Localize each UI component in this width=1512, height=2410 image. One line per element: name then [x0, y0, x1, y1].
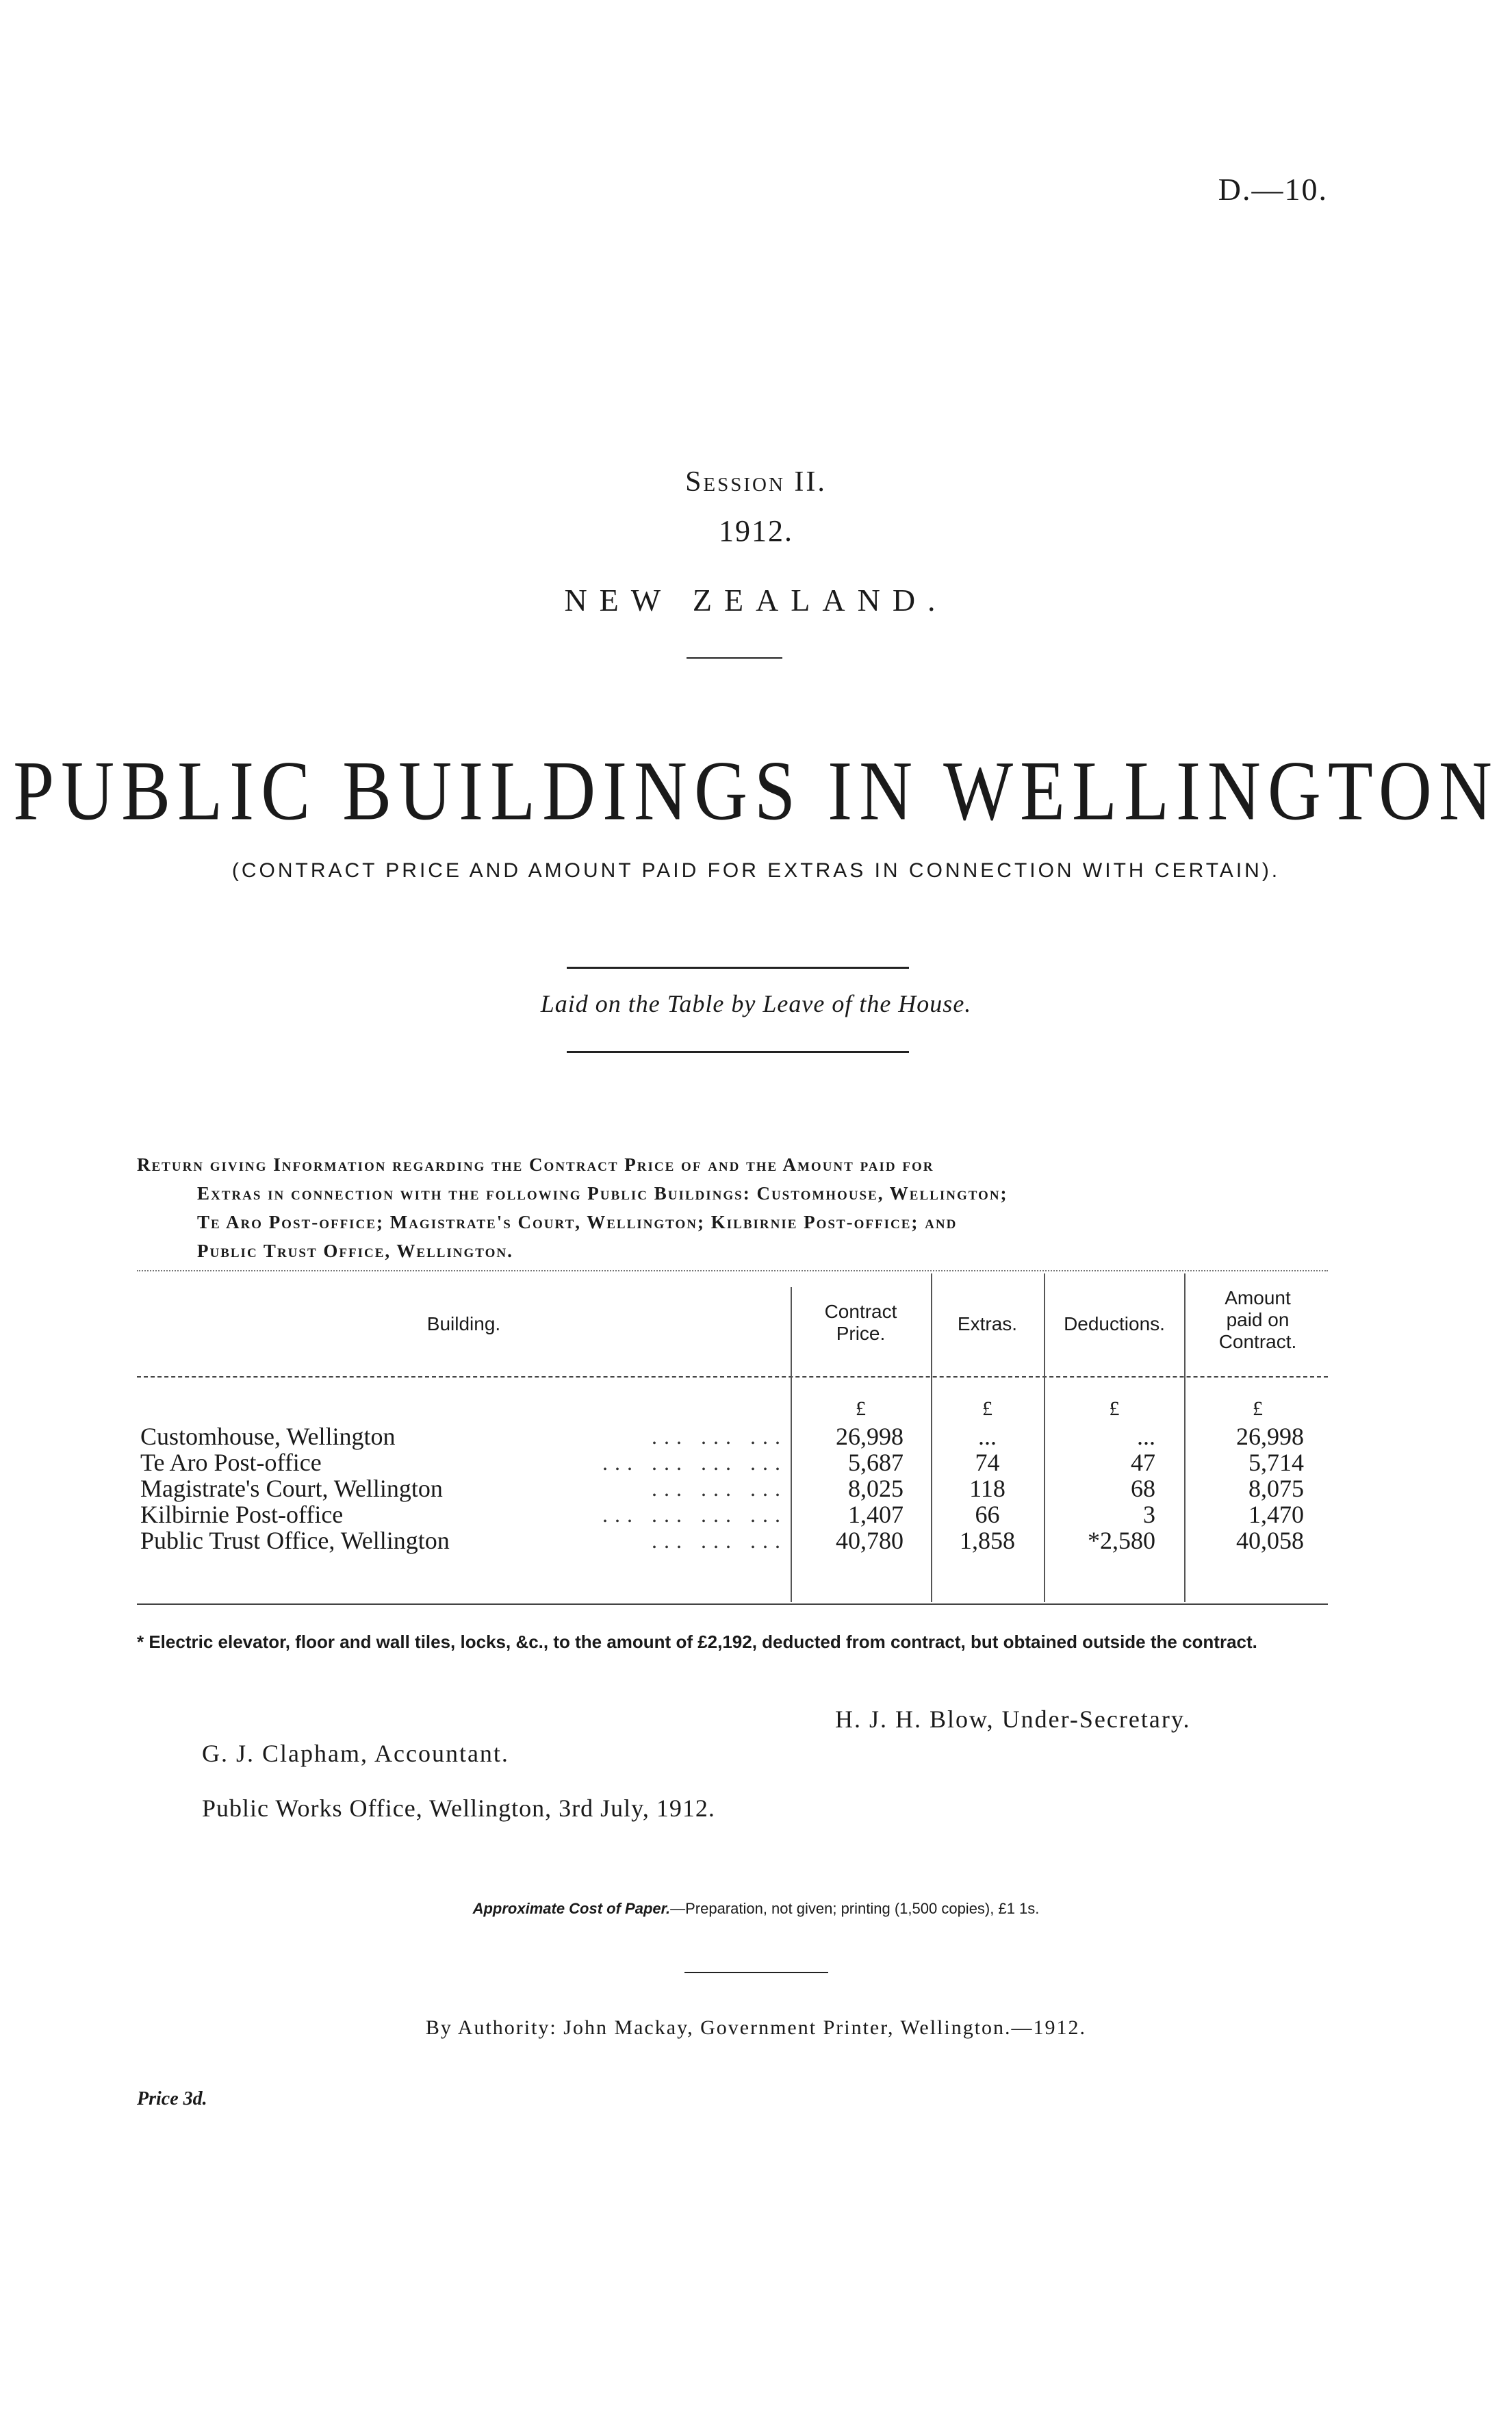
header-text: paid on — [1226, 1309, 1290, 1330]
deductions-value: 68 — [1131, 1475, 1155, 1502]
accountant-signature: G. J. Clapham, Accountant. — [202, 1740, 509, 1767]
return-heading-line: Public Trust Office, Wellington. — [197, 1241, 513, 1261]
header-contract-price — [794, 1301, 927, 1345]
header-extras: Extras. — [957, 1313, 1018, 1334]
cost-note-label: Approximate Cost of Paper. — [472, 1900, 671, 1917]
building-name: Te Aro Post-office — [140, 1449, 322, 1476]
authority-line: By Authority: John Mackay, Government Printer, Wellington.—1912. — [425, 2016, 1087, 2039]
divider — [567, 1051, 909, 1053]
amount-paid: 1,470 — [1248, 1501, 1304, 1528]
return-heading-line: Extras in connection with the following Public Buildings: Customhouse, Wellington; — [197, 1183, 1008, 1204]
deductions-value: ... — [1137, 1423, 1155, 1450]
table-top-rule — [137, 1270, 1328, 1271]
row-leaders: ... ... ... — [652, 1476, 787, 1501]
column-divider — [1184, 1273, 1186, 1602]
deductions-value: *2,580 — [1088, 1527, 1155, 1554]
amount-paid: 8,075 — [1248, 1475, 1304, 1502]
session-label: Session II. — [685, 466, 827, 498]
return-heading-line: Return giving Information regarding the Contract Price of and the Amount paid for — [137, 1154, 934, 1175]
contract-price: 5,687 — [848, 1449, 904, 1476]
header-text: Contract. — [1218, 1331, 1297, 1352]
extras-value: 1,858 — [960, 1527, 1015, 1554]
unit-symbol: £ — [982, 1397, 992, 1420]
amount-paid: 5,714 — [1248, 1449, 1304, 1476]
extras-value: 118 — [969, 1475, 1005, 1502]
price-label: Price 3d. — [137, 2088, 207, 2109]
header-text: Contract — [824, 1301, 897, 1322]
amount-paid: 26,998 — [1236, 1423, 1304, 1450]
cost-note-text: —Preparation, not given; printing (1,500 copies), £1 1s. — [670, 1900, 1040, 1917]
unit-symbol: £ — [1109, 1397, 1120, 1420]
divider — [567, 967, 909, 969]
table-header-rule — [137, 1376, 1328, 1378]
return-heading — [137, 1150, 1328, 1265]
header-text: Price. — [836, 1323, 886, 1344]
country-label: NEW ZEALAND. — [564, 583, 948, 618]
contract-price: 1,407 — [848, 1501, 904, 1528]
divider — [687, 657, 782, 659]
contract-price: 40,780 — [836, 1527, 904, 1554]
row-leaders: ... ... ... — [652, 1424, 787, 1449]
row-leaders: ... ... ... ... — [602, 1502, 787, 1527]
unit-symbol: £ — [856, 1397, 866, 1420]
extras-value: ... — [978, 1423, 997, 1450]
building-name: Magistrate's Court, Wellington — [140, 1475, 443, 1502]
building-name: Customhouse, Wellington — [140, 1423, 396, 1450]
table-footnote: * Electric elevator, floor and wall tiles, locks, &c., to the amount of £2,192, deducted from contract, but obtained outside the contract. — [137, 1632, 1257, 1652]
row-leaders: ... ... ... — [652, 1528, 787, 1553]
contract-price: 26,998 — [836, 1423, 904, 1450]
contract-price: 8,025 — [848, 1475, 904, 1502]
cost-note — [0, 1900, 1512, 1918]
extras-value: 66 — [975, 1501, 1000, 1528]
header-text: Amount — [1225, 1287, 1291, 1308]
column-divider — [791, 1287, 792, 1602]
table-bottom-rule — [137, 1603, 1328, 1605]
column-divider — [1044, 1273, 1045, 1602]
deductions-value: 3 — [1143, 1501, 1155, 1528]
column-divider — [931, 1273, 932, 1602]
header-building: Building. — [426, 1313, 501, 1334]
extras-value: 74 — [975, 1449, 1000, 1476]
year-label: 1912. — [719, 514, 793, 548]
divider — [684, 1972, 828, 1973]
office-date-line: Public Works Office, Wellington, 3rd July, 1912. — [202, 1794, 715, 1822]
building-name: Public Trust Office, Wellington — [140, 1527, 450, 1554]
laid-on-table-note: Laid on the Table by Leave of the House. — [540, 990, 972, 1017]
building-name: Kilbirnie Post-office — [140, 1501, 344, 1528]
amount-paid: 40,058 — [1236, 1527, 1304, 1554]
return-heading-line: Te Aro Post-office; Magistrate's Court, Wellington; Kilbirnie Post-office; and — [197, 1212, 958, 1232]
deductions-value: 47 — [1131, 1449, 1155, 1476]
document-reference: D.—10. — [1218, 172, 1328, 207]
page-subtitle: (CONTRACT PRICE AND AMOUNT PAID FOR EXTRAS IN CONNECTION WITH CERTAIN). — [231, 859, 1281, 882]
header-amount-paid — [1188, 1287, 1328, 1353]
header-deductions: Deductions. — [1064, 1313, 1165, 1334]
under-secretary-signature: H. J. H. Blow, Under-Secretary. — [835, 1705, 1191, 1733]
row-leaders: ... ... ... ... — [602, 1450, 787, 1475]
page-title: PUBLIC BUILDINGS IN WELLINGTON — [13, 744, 1499, 839]
unit-symbol: £ — [1253, 1397, 1263, 1420]
